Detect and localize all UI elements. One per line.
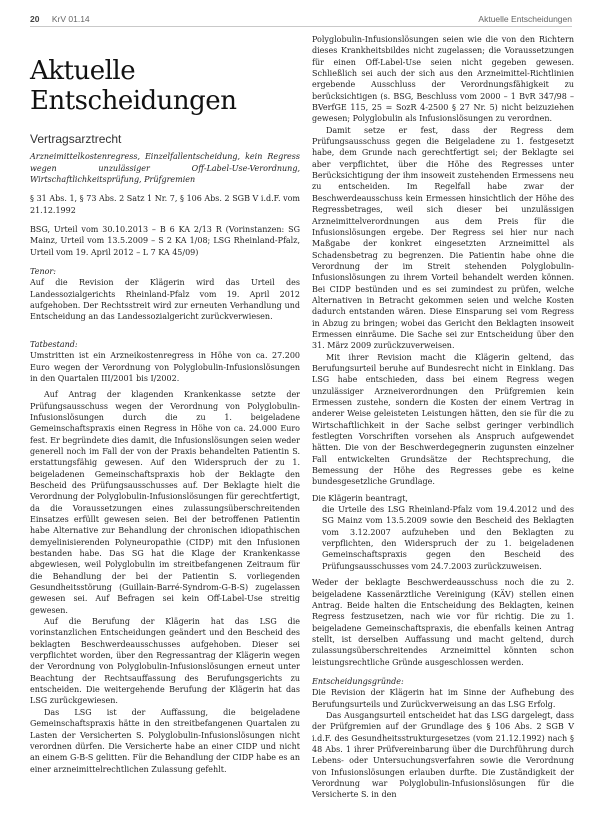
header-section: Aktuelle Entscheidungen — [478, 14, 572, 24]
paragraph: Das LSG ist der Auffassung, die beigeladene Gemeinschaftspraxis hätte in den streitbefangenen Quartalen zu Lasten der Versicherten S. Polyglobulin-Infusionslösungen nicht verordnen dürfen. Die Versicherte habe an einer CIDP und nicht an einem G-B-S gelitten. Für die Behandlung der CIDP habe es an einer arzneimittelrechtlichen Zulassung gefehlt. — [30, 707, 300, 774]
page-title-line1: Aktuelle — [30, 56, 136, 86]
page-title — [30, 56, 300, 116]
paragraph: Mit ihrer Revision macht die Klägerin geltend, das Berufungsurteil beruhe auf Bundesrecht nicht in Einklang. Das LSG habe entschieden, dass bei einem Regress wegen unzulässiger Arzneiverordnungen den Prüfgremien kein Ermessen zustehe, sondern die Kosten der einem Vertrag in anderer Weise geleisteten Leistungen hätten, den sie für die zu Wirtschaftlichkeit in der Sache selbst geringer verbindlich festlegten Vorschriften vorsehen als Anspruch aufgewendet hätten. Die von der Beschwerdegegnerin zugunsten einzelner Fall entwickelten Grundsätze der Rechtsprechung, die Bemessung der Höhe des Regresses gebe es keine bundesgesetzliche Grundlage. — [312, 352, 574, 487]
statutes: § 31 Abs. 1, § 73 Abs. 2 Satz 1 Nr. 7, § 106 Abs. 2 SGB V i.d.F. vom 21.12.1992 — [30, 194, 300, 215]
page-header — [30, 14, 572, 28]
paragraph: Weder der beklagte Beschwerdeausschuss noch die zu 2. beigeladene Kassenärztliche Vereinigung (KÄV) stellen einen Antrag. Beide halten die Entscheidung des Beklagten, keinen Regress festzusetzen, nach wie vor für richtig. Die zu 1. beigeladene Gemeinschaftspraxis, die ebenfalls keinen Antrag stellt, ist derselben Auffassung und macht geltend, durch zulassungsüberschreitendes Arzneimittel könnten schon leistungsrechtliche Gründe ausgeschlossen werden. — [312, 578, 574, 667]
paragraph: Die Revision der Klägerin hat im Sinne der Aufhebung des Berufungsurteils und Zurückverweisung an das LSG Erfolg. — [312, 688, 574, 709]
paragraph: Damit setze er fest, dass der Regress dem Prüfungsausschuss gegen die Beigeladene zu 1. festgesetzt habe, dem Grunde nach gerechtfertigt sei; der Beklagte sei aber verpflichtet, über die Höhe des Regresses unter Berücksichtigung der ihm insoweit zustehenden Ermessens neu zu entscheiden. Im Regelfall habe zwar der Beschwerdeausschuss kein Ermessen hinsichtlich der Höhe des Regressbetrages, weil sich dieser bei unzulässigen Arzneimittelverordnungen aus dem Preis für die Infusionslösungen ergebe. Der Regress sei hier nur nach Maßgabe der konkret eingesetzten Arzneimittel als Schadensbetrag zu begrenzen. Die Patientin habe ohne die Verordnung der im Streit stehenden Polyglobulin-Infusionslösungen zu ihrem Vorteil behandelt werden können. Bei CIDP bestünden und es sei zumindest zu prüfen, welche Alternativen in Betracht gekommen seien und welche Kosten dadurch entstanden wären. Diese Einsparung sei vom Regress in Abzug zu bringen; wobei das Gericht den Beklagten insoweit Ermessen einräume. Die Sache sei zur Entscheidung über den 31. März 2009 zurückzuverweisen. — [312, 125, 574, 351]
antrag-text: die Urteile des LSG Rheinland-Pfalz vom 19.4.2012 und des SG Mainz vom 13.5.2009 sowie den Bescheid des Beklagten vom 3.12.2007 aufzuheben und den Beklagten zu verpflichten, den Widerspruch der zu 1. beigeladenen Gemeinschaftspraxis gegen den Bescheid des Prüfungsausschusses vom 24.7.2003 zurückzuweisen. — [322, 505, 574, 571]
paragraph: Polyglobulin-Infusionslösungen seien wie die von den Richtern dieses Krankheitsbildes nicht zugelassen; die Voraussetzungen für einen Off-Label-Use seien nicht gegeben gewesen. Schließlich sei auch der sich aus den Arzneimittel-Richtlinien ergebende Ausschluss der Verordnungsfähigkeit zu berücksichtigen (s. BSG, Beschluss vom 2000 – 1 BvR 347/98 – BVerfGE 115, 25 = SozR 4-2500 § 27 Nr. 5) nicht beizuziehen gewesen; Polyglobulin als Infusionslösungen zu verordnen. — [312, 35, 574, 124]
tenor-text: Auf die Revision der Klägerin wird das Urteil des Landessozialgerichts Rheinland-Pfalz vom 19. April 2012 aufgehoben. Der Rechtsstreit wird zur erneuten Verhandlung und Entscheidung an das Landessozialgericht zurückverwiesen. — [30, 278, 300, 322]
tatbestand-label: Tatbestand: — [30, 339, 78, 349]
tenor-label: Tenor: — [30, 267, 56, 277]
court-references: BSG, Urteil vom 30.10.2013 – B 6 KA 2/13 R (Vorinstanzen: SG Mainz, Urteil vom 13.5.2009 – S 2 KA 1/08; LSG Rheinland-Pfalz, Urteil vom 19. April 2012 – L 7 KA 45/09) — [30, 225, 300, 257]
keywords: Arzneimittelkostenregress, Einzelfallentscheidung, kein Regress wegen unzulässiger Off-Label-Use-Verordnung, Wirtschaftlichkeitsprüfung, Prüfgremien — [30, 152, 300, 185]
paragraph: Auf die Berufung der Klägerin hat das LSG die vorinstanzlichen Entscheidungen geändert und den Bescheid des beklagten Beschwerdeausschusses aufgehoben. Dieser sei verpflichtet worden, über den Regressantrag der Klägerin wegen der Verordnung von Polyglobulin-Infusionslösungen erneut unter Beachtung der Rechtsauffassung des Berufungsgerichts zu entscheiden. Die weitergehende Berufung der Klägerin hat das LSG zurückgewiesen. — [30, 617, 300, 706]
right-column — [312, 34, 574, 801]
paragraph: Auf Antrag der klagenden Krankenkasse setzte der Prüfungsausschuss wegen der Verordnung von Polyglobulin-Infusionslösungen durch die zu 1. beigeladene Gemeinschaftspraxis einen Regress in Höhe von ca. 24.000 Euro fest. Er begründete dies damit, die Infusionslösungen seien weder generell noch im Fall der von der Praxis behandelten Patientin S. erstattungsfähig gewesen. Auf den Widerspruch der zu 1. beigeladenen Gemeinschaftspraxis hob der Beklagte den Bescheid des Prüfungsausschusses auf. Der Beklagte hielt die Verordnung der Polyglobulin-Infusionslösungen für gerechtfertigt, da die Voraussetzungen eines zulassungsüberschreitenden Einsatzes erfüllt gewesen seien. Bei der betroffenen Patientin habe Alternative zur Behandlung der chronischen idiopathischen demyelinisierenden Polyneuropathie (CIDP) mit den Infusionen bestanden habe. Das SG hat die Klage der Krankenkasse abgewiesen, weil Polyglobulin im streitbefangenen Zeitraum für die Behandlung der bei der Patientin S. vorliegenden Gesundheitsstörung (Guillain-Barré-Syndrom-G-B-S) zugelassen gewesen sei. Auf Befragen sei kein Off-Label-Use streitig gewesen. — [30, 390, 300, 615]
journal-name: KrV 01.14 — [51, 14, 90, 24]
gruende-label: Entscheidungsgründe: — [312, 676, 404, 686]
section-heading: Vertragsarztrecht — [30, 132, 122, 146]
page-title-line2: Entscheidungen — [30, 86, 237, 116]
paragraph: Das Ausgangsurteil entscheidet hat das LSG dargelegt, dass der Prüfgremien auf der Grundlage des § 106 Abs. 2 SGB V i.d.F. des Gesundheitsstrukturgesetzes (vom 21.12.1992) nach § 48 Abs. 1 ihrer Prüfvereinbarung über die Durchführung durch Lebens- oder Untersuchungsverfahren sowie die Verordnung von Infusionslösungen erlauben durfte. Die Zuständigkeit der Verordnung war Polyglobulin-Infusionslösungen für die Versicherte S. in den — [312, 710, 574, 800]
tatbestand-intro: Umstritten ist ein Arzneikostenregress in Höhe von ca. 27.200 Euro wegen der Verordnung von Polyglobulin-Infusionslösungen in den Quartalen III/2001 bis I/2002. — [30, 351, 300, 383]
header-rule — [30, 26, 572, 27]
left-column — [30, 36, 300, 775]
header-left — [30, 14, 90, 24]
antrag-label: Die Klägerin beantragt, — [312, 493, 408, 503]
page-number: 20 — [30, 14, 40, 24]
